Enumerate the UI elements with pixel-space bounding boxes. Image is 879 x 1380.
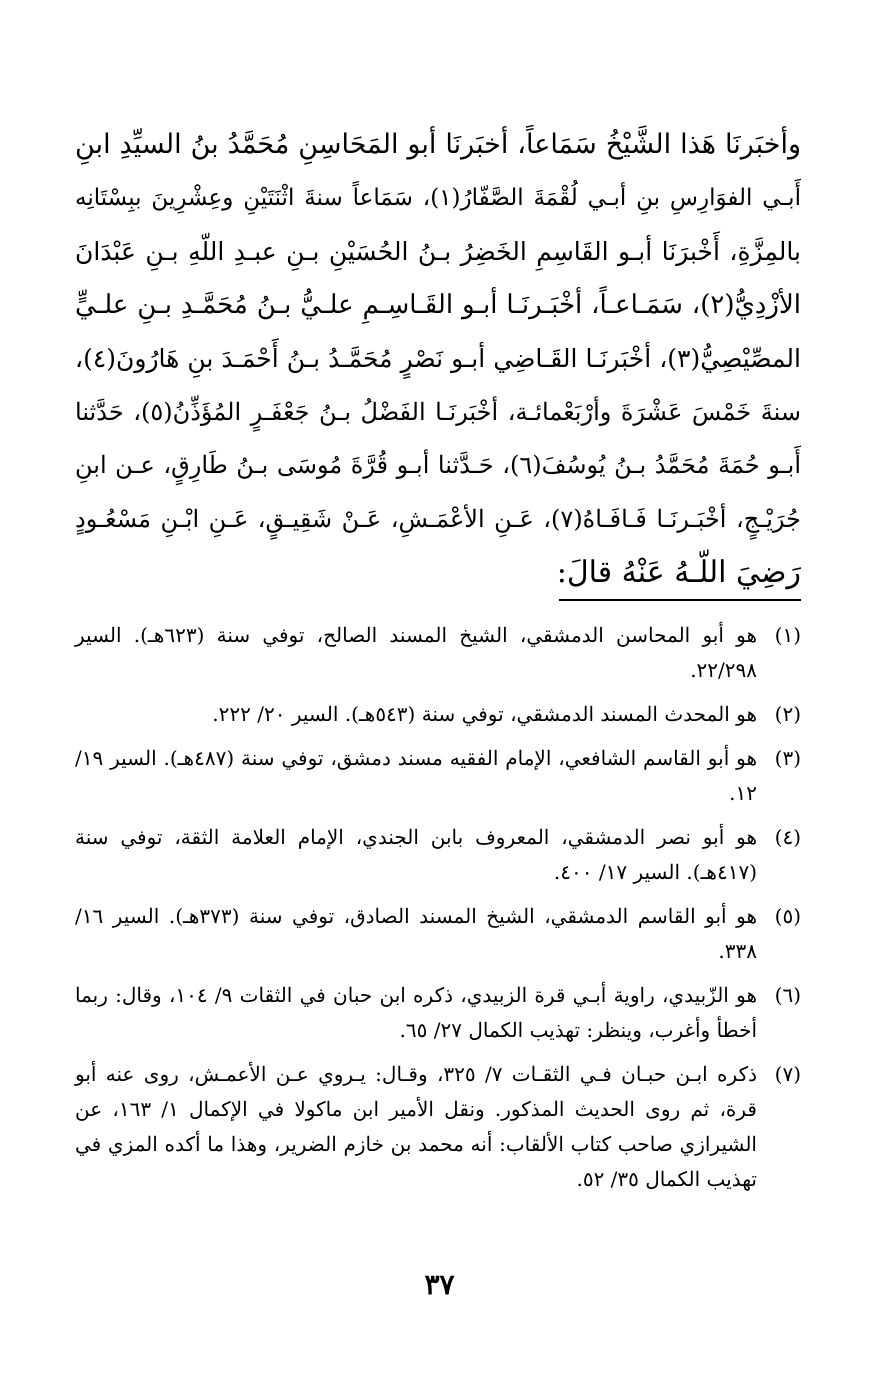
footnote-text: هو أبو نصر الدمشقي، المعروف بابن الجندي، الإمام العلامة الثقة، توفي سنة (٤١٧هـ). السير ١٧/ ٤٠٠. [75, 825, 757, 884]
footnote-3 [75, 741, 801, 811]
page-number: ٣٧ [424, 1268, 455, 1301]
main-text-line: سنةَ خَمْسَ عَشْرَةَ وأرْبَعْمائـة، أخْبَرنَـا الفَضْلُ بـنُ جَعْفَـرٍ المُؤَذِّنُ(٥)، حَدَّثنا [75, 397, 801, 426]
main-text-line: المصِّيْصِيُّ(٣)، أخْبَرنَـا القَـاضِي أبـو نَصْرٍ مُحَمَّـدُ بـنُ أَحْمَـدَ بنِ هَارُونَ(٤)، [75, 344, 801, 373]
main-text-line: أَبـو حُمَةَ مُحَمَّدُ بـنُ يُوسُفَ(٦)، حَـدَّثنا أبـو قُرَّةَ مُوسَى بـنُ طَارِقٍ، عـن ابنِ [75, 451, 801, 479]
footnote-text: ذكره ابـن حبـان فـي الثقـات ٧/ ٣٢٥، وقـال: يـروي عـن الأعمـش، روى عنه أبو قرة، ثم روى الحديث المذكور. ونقل الأمير ابن ماكولا في الإكمال ١/ ١٦٣، عن الشيرازي صاحب كتاب الألقاب: أنه محمد بن خازم الضرير، وهذا ما أكده المزي في تهذيب الكمال ٣٥/ ٥٢. [75, 1062, 757, 1191]
main-text-line: وأخبَرنَا هَذا الشَّيْخُ سَمَاعاً، أخبَرنَا أبو المَحَاسِنِ مُحَمَّدُ بنُ السيِّدِ ابنِ [75, 129, 801, 160]
footnote-number: (٥) [774, 904, 801, 928]
main-text-line: الأزْدِيُّ(٢)، سَمَـاعـاً، أخْبَـرنَـا أبـو القَـاسِـمِ علـيُّ بـنُ مُحَمَّـدِ بـنِ علـيٍّ [75, 289, 801, 320]
footnote-number: (٧) [774, 1062, 801, 1086]
main-text-line: أَبـي الفوَارِسِ بنِ أبـي لُقْمَةَ الصَّفّارُ(١)، سَمَاعاً سنةَ اثْنَتَيْنِ وعِشْرِينَ ببِسْتَانِه [75, 184, 801, 211]
footnote-2 [75, 697, 801, 732]
footnote-1 [75, 618, 801, 688]
footnote-4 [75, 820, 801, 890]
footnote-5 [75, 899, 801, 969]
footnote-number: (٣) [774, 746, 801, 770]
main-text-line: رَضِيَ اللّـهُ عَنْهُ قالَ: [556, 555, 801, 590]
main-text-line: بالمِزَّةِ، أَخْبرَنَا أبـو القَاسِمِ الخَضِرُ بـنُ الحُسَيْنِ بـنِ عبـدِ اللّهِ بـنِ عَبْدَانَ [75, 237, 801, 266]
footnote-number: (٦) [774, 983, 801, 1007]
footnote-text: هو المحدث المسند الدمشقي، توفي سنة (٥٤٣هـ). السير ٢٠/ ٢٢٢. [212, 702, 757, 726]
footnote-divider [559, 599, 801, 601]
footnotes [75, 618, 801, 1206]
footnote-number: (١) [774, 623, 801, 647]
footnote-number: (٤) [774, 825, 801, 849]
footnote-6 [75, 978, 801, 1048]
footnote-text: هو أبو القاسم الشافعي، الإمام الفقيه مسند دمشق، توفي سنة (٤٨٧هـ). السير ١٩/ ١٢. [75, 746, 757, 805]
main-text-line: جُرَيْـجٍ، أخْبَـرنَـا فَـافَـاهُ(٧)، عَـنِ الأعْمَـشِ، عَـنْ شَقِيـقٍ، عَـنِ ابْـنِ مَسْعُـودٍ [75, 504, 801, 533]
footnote-text: هو أبو القاسم الدمشقي، الشيخ المسند الصادق، توفي سنة (٣٧٣هـ). السير ١٦/ ٣٣٨. [75, 904, 758, 963]
footnote-text: هو أبو المحاسن الدمشقي، الشيخ المسند الصالح، توفي سنة (٦٢٣هـ). السير ٢٢/٢٩٨. [75, 623, 757, 682]
footnote-7 [75, 1057, 801, 1197]
footnote-text: هو الزّبيدي، راوية أبـي قرة الزبيدي، ذكره ابن حبان في الثقات ٩/ ١٠٤، وقال: ربما أخطأ وأغرب، وينظر: تهذيب الكمال ٢٧/ ٦٥. [75, 983, 757, 1042]
footnote-number: (٢) [774, 702, 801, 726]
main-text [75, 118, 801, 600]
